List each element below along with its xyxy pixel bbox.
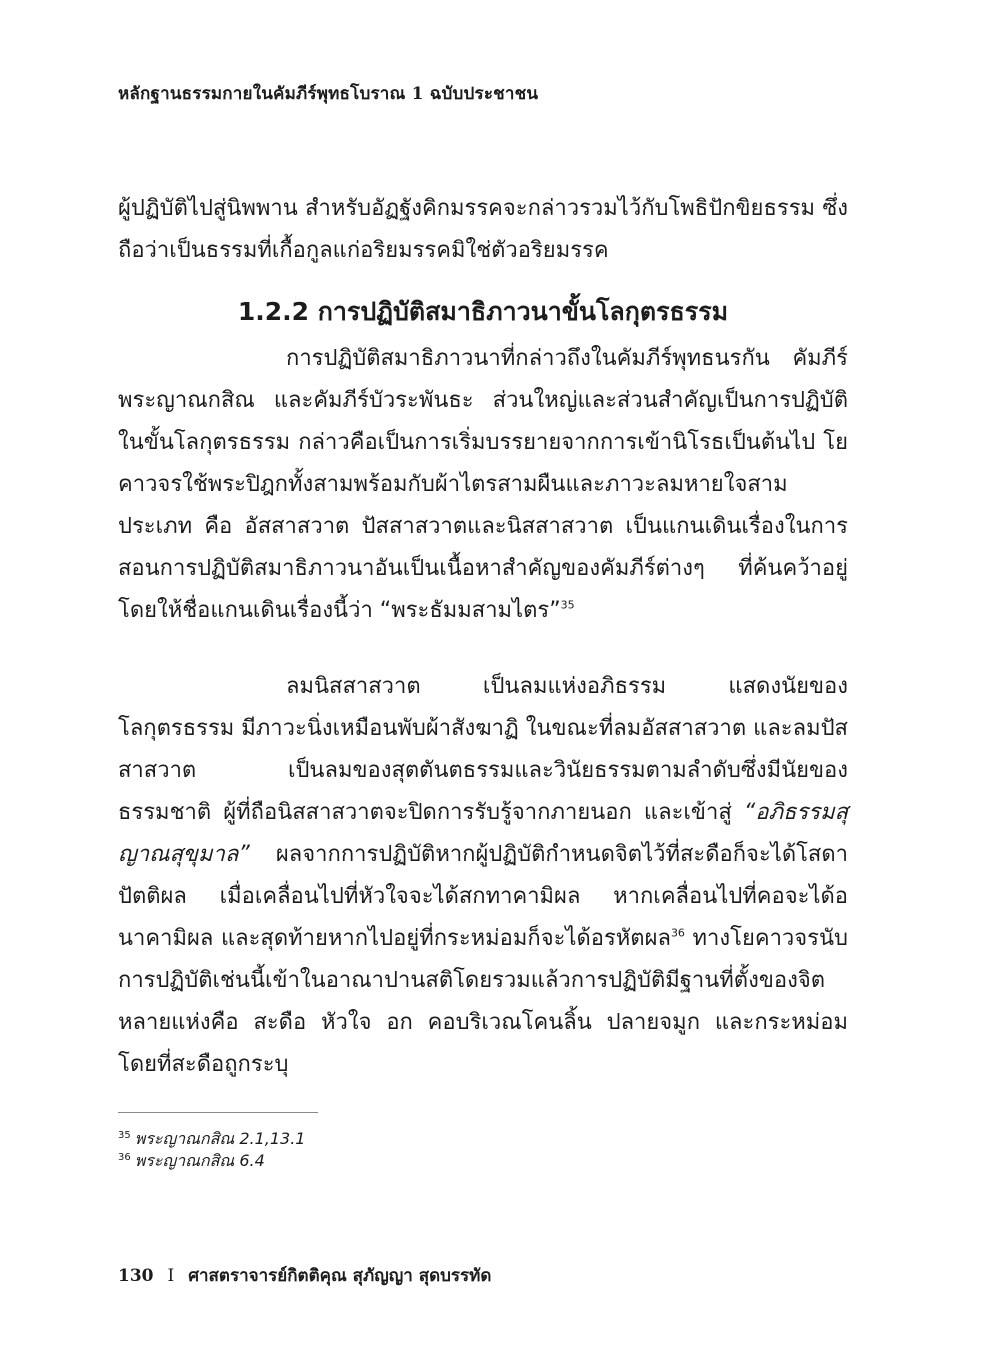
- paragraph-3-text-c: ทางโยคาวจรนับการปฏิบัติเช่นนี้เข้าในอาณาปานสติโดยรวมแล้วการปฏิบัติมีฐานที่ตั้งของจิตหลายแห่งคือ สะดือ หัวใจ อก คอบริเวณโคนลิ้น ปลายจมูก และกระหม่อม โดยที่สะดือถูกระบุ: [118, 926, 848, 1077]
- paragraph-3-italic-quote: “อภิธรรมสุญาณสุขุมาล”: [118, 800, 848, 867]
- paragraph-3-text-a: ลมนิสสาสวาต เป็นลมแห่งอภิธรรม แสดงนัยของโลกุตรธรรม มีภาวะนิ่งเหมือนพับผ้าสังฆาฏิ ในขณะที่ลมอัสสาสวาต และลมปัสสาสวาต เป็นลมของสุตตันตธรรมและวินัยธรรมตามลำดับซึ่งมีนัยของธรรมชาติ ผู้ที่ถือนิสสาสวาตจะปิดการรับรู้จากภายนอก และเข้าสู่: [118, 674, 848, 825]
- section-heading: 1.2.2 การปฏิบัติสมาธิภาวนาขั้นโลกุตรธรรม: [237, 297, 729, 326]
- footnote-36: [118, 1150, 305, 1172]
- footnote-35: [118, 1128, 305, 1150]
- paragraph-2: [118, 338, 848, 632]
- footnote-ref-36: 36: [670, 926, 685, 940]
- footnote-divider: [118, 1112, 318, 1113]
- paragraph-3-text-b: ผลจากการปฏิบัติหากผู้ปฏิบัติกำหนดจิตไว้ที่สะดือก็จะได้โสดาปัตติผล เมื่อเคลื่อนไปที่หัวใจจะได้สกทาคามิผล หากเคลื่อนไปที่คอจะได้อนาคามิผล และสุดท้ายหากไปอยู่ที่กระหม่อมก็จะได้อรหัตผล: [118, 842, 848, 951]
- footnote-number: 35: [118, 1129, 131, 1141]
- running-footer: [118, 1262, 491, 1289]
- footnotes: [118, 1128, 305, 1172]
- page-number: 130: [118, 1266, 154, 1286]
- footnote-number: 36: [118, 1151, 131, 1163]
- running-header: หลักฐานธรรมกายในคัมภีร์พุทธโบราณ 1 ฉบับประชาชน: [118, 84, 539, 104]
- paragraph-3: [118, 666, 848, 1086]
- footer-author: ศาสตราจารย์กิตติคุณ สุภัญญา สุดบรรทัด: [188, 1266, 492, 1286]
- footer-separator: I: [167, 1266, 175, 1286]
- paragraph-1: ผู้ปฏิบัติไปสู่นิพพาน สำหรับอัฏฐังคิกมรรคจะกล่าวรวมไว้กับโพธิปักขิยธรรม ซึ่งถือว่าเป็นธรรมที่เกื้อกูลแก่อริยมรรคมิใช่ตัวอริยมรรค: [118, 196, 848, 263]
- footnote-text: พระญาณกสิณ 2.1,13.1: [134, 1129, 306, 1148]
- footnote-ref-35: 35: [560, 598, 575, 612]
- footnote-text: พระญาณกสิณ 6.4: [134, 1151, 265, 1170]
- paragraph-2-text: การปฏิบัติสมาธิภาวนาที่กล่าวถึงในคัมภีร์พุทธนรกัน คัมภีร์พระญาณกสิณ และคัมภีร์บัวระพันธะ ส่วนใหญ่และส่วนสำคัญเป็นการปฏิบัติในขั้นโลกุตรธรรม กล่าวคือเป็นการเริ่มบรรยายจากการเข้านิโรธเป็นต้นไป โยคาวจรใช้พระปิฎกทั้งสามพร้อมกับผ้าไตรสามผืนและภาวะลมหายใจสามประเภท คือ อัสสาสวาต ปัสสาสวาตและนิสสาสวาต เป็นแกนเดินเรื่องในการสอนการปฏิบัติสมาธิภาวนาอันเป็นเนื้อหาสำคัญของคัมภีร์ต่างๆ ที่ค้นคว้าอยู่ โดยให้ชื่อแกนเดินเรื่องนี้ว่า “พระธัมมสามไตร”: [118, 346, 848, 623]
